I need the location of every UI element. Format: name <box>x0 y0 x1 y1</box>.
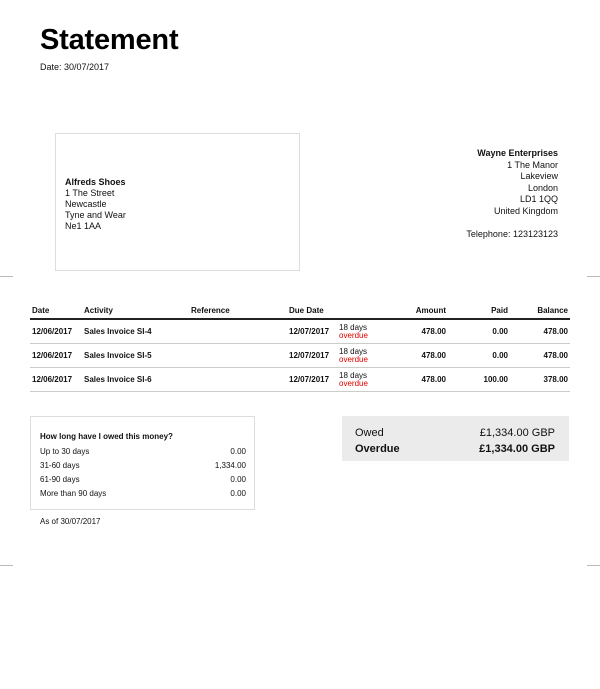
fold-mark-right-bottom <box>587 565 600 566</box>
overdue-total-label: Overdue <box>355 443 400 455</box>
recipient-name: Alfreds Shoes <box>65 177 126 187</box>
aging-row <box>40 475 246 484</box>
company-line: LD1 1QQ <box>519 194 558 204</box>
aging-row <box>40 489 246 498</box>
cell-amount: 478.00 <box>394 368 448 392</box>
overdue-label: overdue <box>339 354 368 364</box>
owed-label: Owed <box>355 427 384 439</box>
cell-activity: Sales Invoice SI-6 <box>82 368 189 392</box>
aging-label: 61-90 days <box>40 475 80 484</box>
cell-amount: 478.00 <box>394 344 448 368</box>
overdue-label: overdue <box>339 378 368 388</box>
company-line: United Kingdom <box>493 205 558 216</box>
company-telephone: Telephone: 123123123 <box>466 229 558 239</box>
column-header-date: Date <box>30 302 82 319</box>
aging-value: 0.00 <box>230 447 246 456</box>
recipient-line: Tyne and Wear <box>65 210 126 220</box>
aging-heading: How long have I owed this money? <box>40 432 173 441</box>
fold-mark-left-bottom <box>0 565 13 566</box>
cell-reference <box>189 368 287 392</box>
transactions-table <box>30 302 570 392</box>
cell-date: 12/06/2017 <box>30 319 82 344</box>
days-overdue: 18 days <box>339 322 368 332</box>
cell-amount: 478.00 <box>394 319 448 344</box>
cell-balance: 478.00 <box>510 344 570 368</box>
aging-label: 31-60 days <box>40 461 80 470</box>
cell-due-date: 12/07/2017 <box>287 368 337 392</box>
column-header-balance: Balance <box>510 302 570 319</box>
cell-paid: 0.00 <box>448 344 510 368</box>
company-address <box>466 148 558 241</box>
cell-overdue-status <box>337 344 394 368</box>
cell-due-date: 12/07/2017 <box>287 319 337 344</box>
summary-box <box>342 416 569 461</box>
recipient-line: Ne1 1AA <box>65 221 102 231</box>
column-header-activity: Activity <box>82 302 189 319</box>
aging-label: More than 90 days <box>40 489 107 498</box>
cell-activity: Sales Invoice SI-4 <box>82 319 189 344</box>
cell-balance: 478.00 <box>510 319 570 344</box>
overdue-label: overdue <box>339 330 368 340</box>
aging-value: 0.00 <box>230 475 246 484</box>
aging-label: Up to 30 days <box>40 447 90 456</box>
column-header-amount: Amount <box>394 302 448 319</box>
statement-date: Date: 30/07/2017 <box>40 62 110 72</box>
days-overdue: 18 days <box>339 346 368 356</box>
owed-row <box>355 427 555 439</box>
aging-value: 1,334.00 <box>214 461 246 470</box>
cell-reference <box>189 319 287 344</box>
days-overdue: 18 days <box>339 370 368 380</box>
cell-date: 12/06/2017 <box>30 344 82 368</box>
recipient-line: 1 The Street <box>65 188 115 198</box>
fold-mark-right-top <box>587 276 600 277</box>
column-header-reference: Reference <box>189 302 287 319</box>
cell-reference <box>189 344 287 368</box>
table-row <box>30 368 570 392</box>
aging-row <box>40 447 246 456</box>
cell-balance: 378.00 <box>510 368 570 392</box>
company-line: Lakeview <box>520 171 558 181</box>
column-header-overdue-status <box>337 302 394 319</box>
cell-paid: 100.00 <box>448 368 510 392</box>
aging-box <box>30 416 255 510</box>
overdue-total-value: £1,334.00 GBP <box>479 443 555 455</box>
cell-activity: Sales Invoice SI-5 <box>82 344 189 368</box>
aging-value: 0.00 <box>230 489 246 498</box>
recipient-address <box>65 177 126 232</box>
aging-row <box>40 461 246 470</box>
company-line: London <box>527 182 558 193</box>
recipient-address-box <box>55 133 300 271</box>
cell-paid: 0.00 <box>448 319 510 344</box>
statement-title: Statement <box>40 24 179 56</box>
recipient-line: Newcastle <box>65 199 107 209</box>
cell-due-date: 12/07/2017 <box>287 344 337 368</box>
fold-mark-left-top <box>0 276 13 277</box>
owed-value: £1,334.00 GBP <box>479 427 555 439</box>
overdue-row <box>355 443 555 455</box>
company-name: Wayne Enterprises <box>477 148 558 158</box>
company-line: 1 The Manor <box>507 159 558 170</box>
cell-overdue-status <box>337 368 394 392</box>
table-header-row <box>30 302 570 319</box>
column-header-due-date: Due Date <box>287 302 337 319</box>
cell-overdue-status <box>337 319 394 344</box>
table-row <box>30 344 570 368</box>
as-of-date: As of 30/07/2017 <box>40 517 101 526</box>
table-row <box>30 319 570 344</box>
cell-date: 12/06/2017 <box>30 368 82 392</box>
column-header-paid: Paid <box>448 302 510 319</box>
